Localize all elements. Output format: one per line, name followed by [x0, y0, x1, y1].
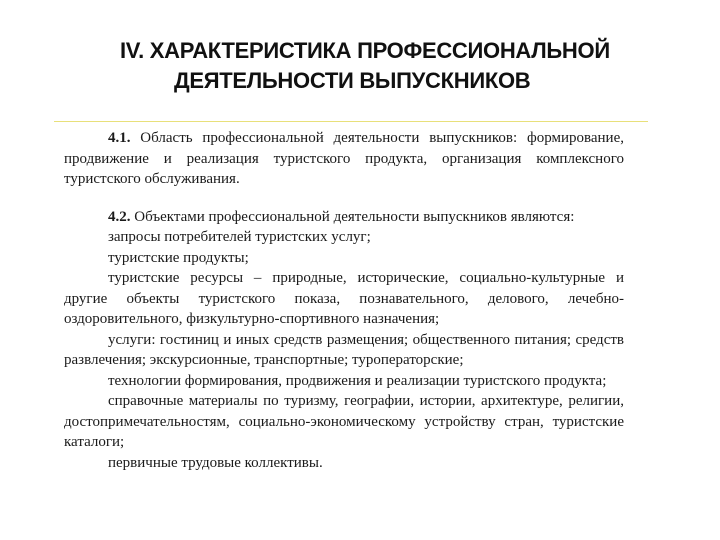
section-4-2-intro-text: Объектами профессиональной деятельности выпускников являются: — [130, 208, 575, 225]
section-4-1-text: Область профессиональной деятельности выпускников: формирование, продвижение и реализация туристского продукта, организация комплексного туристского обслуживания. — [64, 130, 624, 187]
document-body — [64, 128, 624, 473]
slide-title — [120, 36, 680, 96]
list-item: туристские продукты; — [108, 249, 249, 266]
section-4-1-number: 4.1. — [108, 130, 131, 146]
list-item: справочные материалы по туризму, географии, истории, архитектуре, религии, достопримечательностям, социально-экономическому устройству стран, туристские каталоги; — [64, 393, 624, 450]
list-item: услуги: гостиниц и иных средств размещения; общественного питания; средств развлечения; экскурсионные, транспортные; туроператорские; — [64, 331, 624, 368]
section-4-2-intro — [64, 207, 624, 228]
title-line-1: IV. ХАРАКТЕРИСТИКА ПРОФЕССИОНАЛЬНОЙ — [120, 38, 610, 63]
list-item: запросы потребителей туристских услуг; — [108, 229, 371, 245]
section-4-2-number: 4.2. — [108, 208, 131, 225]
section-4-1 — [64, 128, 624, 190]
list-item: туристские ресурсы – природные, исторические, социально-культурные и другие объекты туристского показа, познавательного, делового, лечебно-оздоровительного, физкультурно-спортивного назначения; — [64, 270, 624, 327]
title-line-2: ДЕЯТЕЛЬНОСТИ ВЫПУСКНИКОВ — [174, 68, 531, 93]
list-item: первичные трудовые коллективы. — [108, 454, 323, 471]
title-divider — [54, 121, 648, 122]
list-item: технологии формирования, продвижения и реализации туристского продукта; — [108, 372, 607, 389]
